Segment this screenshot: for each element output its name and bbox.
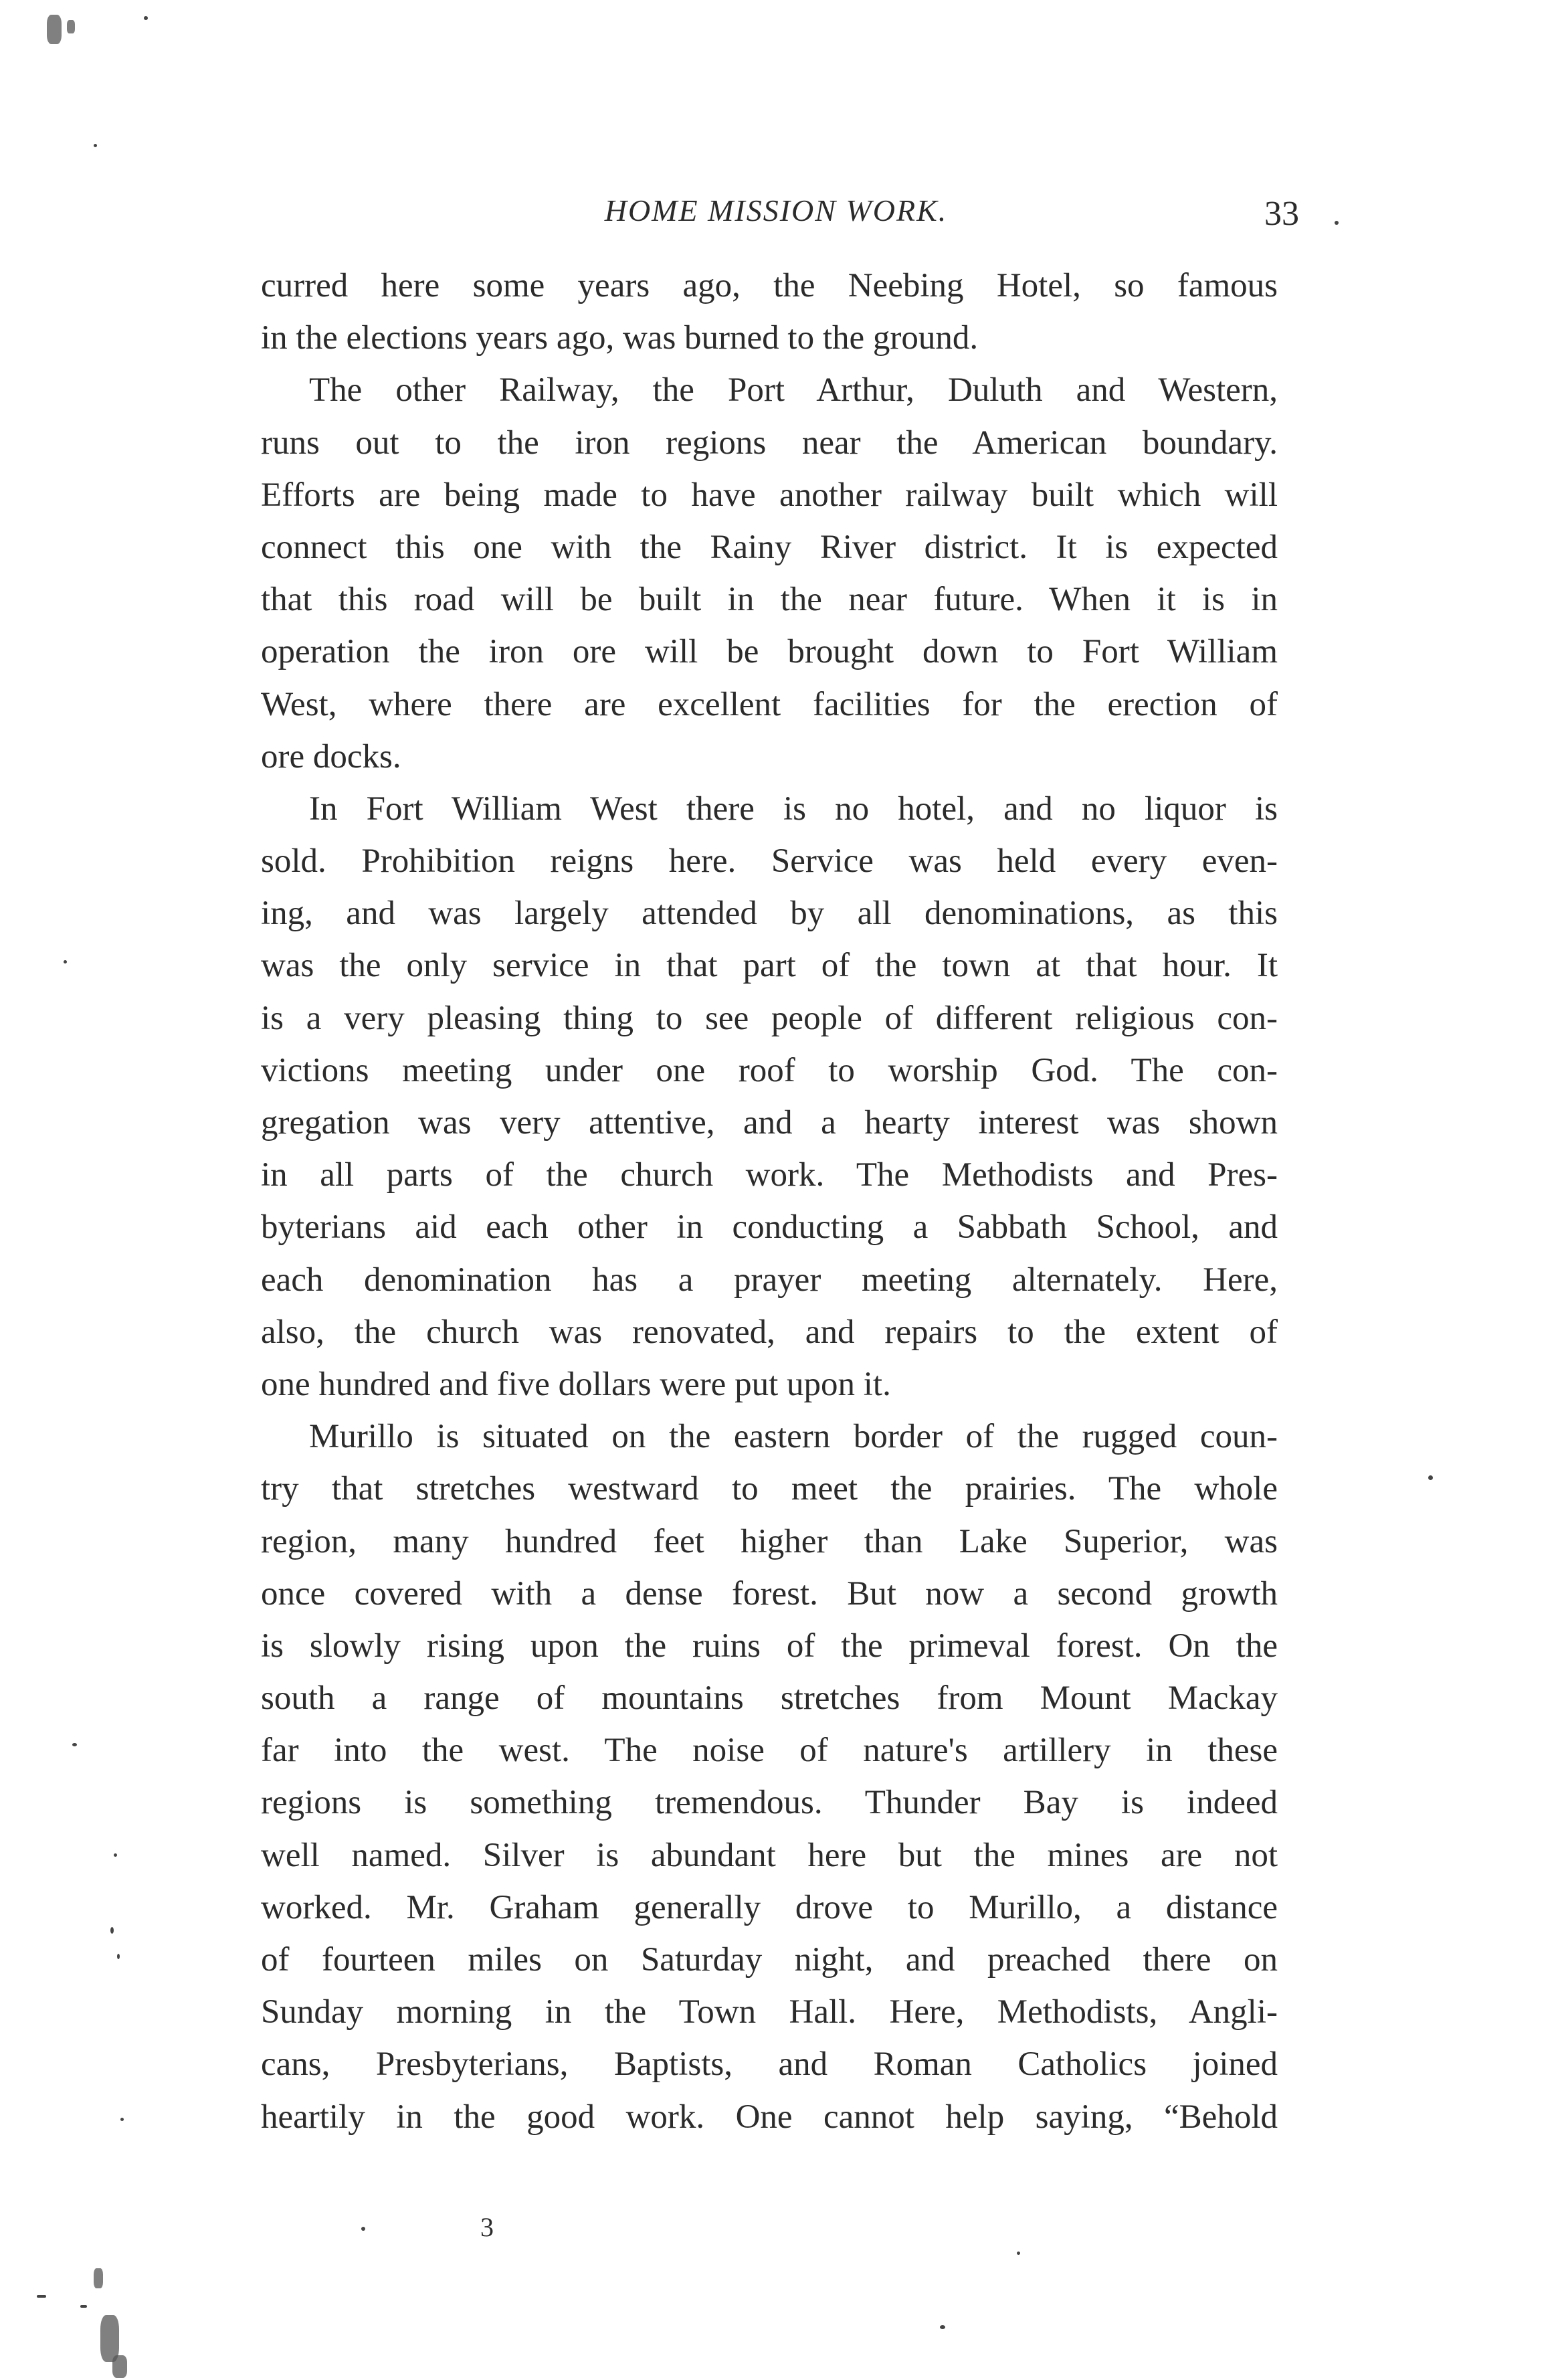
- text-line: in the elections years ago, was burned to the ground.: [261, 319, 979, 357]
- text-line: victions meeting under one roof to worship God. The con-: [261, 1051, 1278, 1089]
- scan-smudge: [47, 15, 62, 44]
- text-line: heartily in the good work. One cannot help saying, “Behold: [261, 2098, 1278, 2136]
- scan-speck: [72, 1743, 77, 1746]
- text-line: well named. Silver is abundant here but the mines are not: [261, 1836, 1278, 1874]
- text-line: of fourteen miles on Saturday night, and preached there on: [261, 1941, 1278, 1979]
- text-line: cans, Presbyterians, Baptists, and Roman Catholics joined: [261, 2045, 1278, 2084]
- text-line: once covered with a dense forest. But now a second growth: [261, 1574, 1278, 1613]
- signature-mark: 3: [480, 2212, 494, 2242]
- text-line: byterians aid each other in conducting a Sabbath School, and: [261, 1208, 1278, 1247]
- text-line: curred here some years ago, the Neebing Hotel, so famous: [261, 267, 1278, 304]
- text-line: in all parts of the church work. The Methodists and Pres-: [261, 1156, 1278, 1194]
- text-line: Murillo is situated on the eastern border of the rugged coun-: [309, 1418, 1278, 1456]
- text-line: sold. Prohibition reigns here. Service was held every even-: [261, 842, 1278, 881]
- text-line: West, where there are excellent facilities for the erection of: [261, 685, 1278, 723]
- scan-smudge: [67, 20, 75, 33]
- scan-speck: [120, 2118, 124, 2121]
- text-line: The other Railway, the Port Arthur, Duluth and Western,: [309, 371, 1278, 409]
- scan-speck: [1335, 221, 1339, 225]
- text-line: runs out to the iron regions near the American boundary.: [261, 424, 1278, 462]
- text-line: try that stretches westward to meet the prairies. The whole: [261, 1470, 1278, 1508]
- text-line: Sunday morning in the Town Hall. Here, Methodists, Angli-: [261, 1993, 1278, 2031]
- text-line: also, the church was renovated, and repairs to the extent of: [261, 1313, 1278, 1351]
- scan-speck: [114, 1853, 117, 1857]
- text-line: region, many hundred feet higher than Lake Superior, was: [261, 1522, 1278, 1560]
- scan-speck: [361, 2227, 365, 2231]
- body-text: [261, 260, 1278, 2143]
- scan-speck: [80, 2305, 87, 2308]
- page-number: 33: [1264, 195, 1299, 233]
- scan-speck: [117, 1954, 120, 1959]
- text-line: Efforts are being made to have another railway built which will: [261, 476, 1278, 514]
- text-line: ore docks.: [261, 737, 401, 775]
- text-line: is a very pleasing thing to see people of different religious con-: [261, 999, 1278, 1037]
- text-line: gregation was very attentive, and a hearty interest was shown: [261, 1104, 1278, 1141]
- scan-speck: [110, 1927, 114, 1934]
- text-line: ing, and was largely attended by all denominations, as this: [261, 895, 1278, 933]
- scan-speck: [94, 144, 97, 147]
- scan-speck: [1017, 2252, 1020, 2255]
- scan-speck: [940, 2325, 945, 2329]
- text-line: each denomination has a prayer meeting alternately. Here,: [261, 1261, 1278, 1299]
- text-line: south a range of mountains stretches from Mount Mackay: [261, 1679, 1278, 1718]
- text-line: one hundred and five dollars were put upon it.: [261, 1365, 891, 1403]
- scan-speck: [37, 2295, 46, 2298]
- scan-speck: [1428, 1475, 1433, 1480]
- scan-smudge: [94, 2268, 103, 2288]
- text-line: far into the west. The noise of nature's artillery in these: [261, 1732, 1278, 1770]
- text-line: In Fort William West there is no hotel, and no liquor is: [309, 790, 1278, 828]
- text-line: regions is something tremendous. Thunder Bay is indeed: [261, 1784, 1278, 1822]
- text-line: operation the iron ore will be brought down to Fort William: [261, 633, 1278, 671]
- scan-speck: [64, 960, 67, 964]
- scan-smudge: [112, 2355, 127, 2378]
- text-line: was the only service in that part of the town at that hour. It: [261, 947, 1278, 985]
- running-title: HOME MISSION WORK.: [604, 193, 948, 227]
- text-line: worked. Mr. Graham generally drove to Murillo, a distance: [261, 1888, 1278, 1926]
- scan-speck: [144, 16, 148, 20]
- text-line: that this road will be built in the near future. When it is in: [261, 581, 1278, 619]
- text-line: connect this one with the Rainy River district. It is expected: [261, 528, 1278, 566]
- text-line: is slowly rising upon the ruins of the primeval forest. On the: [261, 1627, 1278, 1665]
